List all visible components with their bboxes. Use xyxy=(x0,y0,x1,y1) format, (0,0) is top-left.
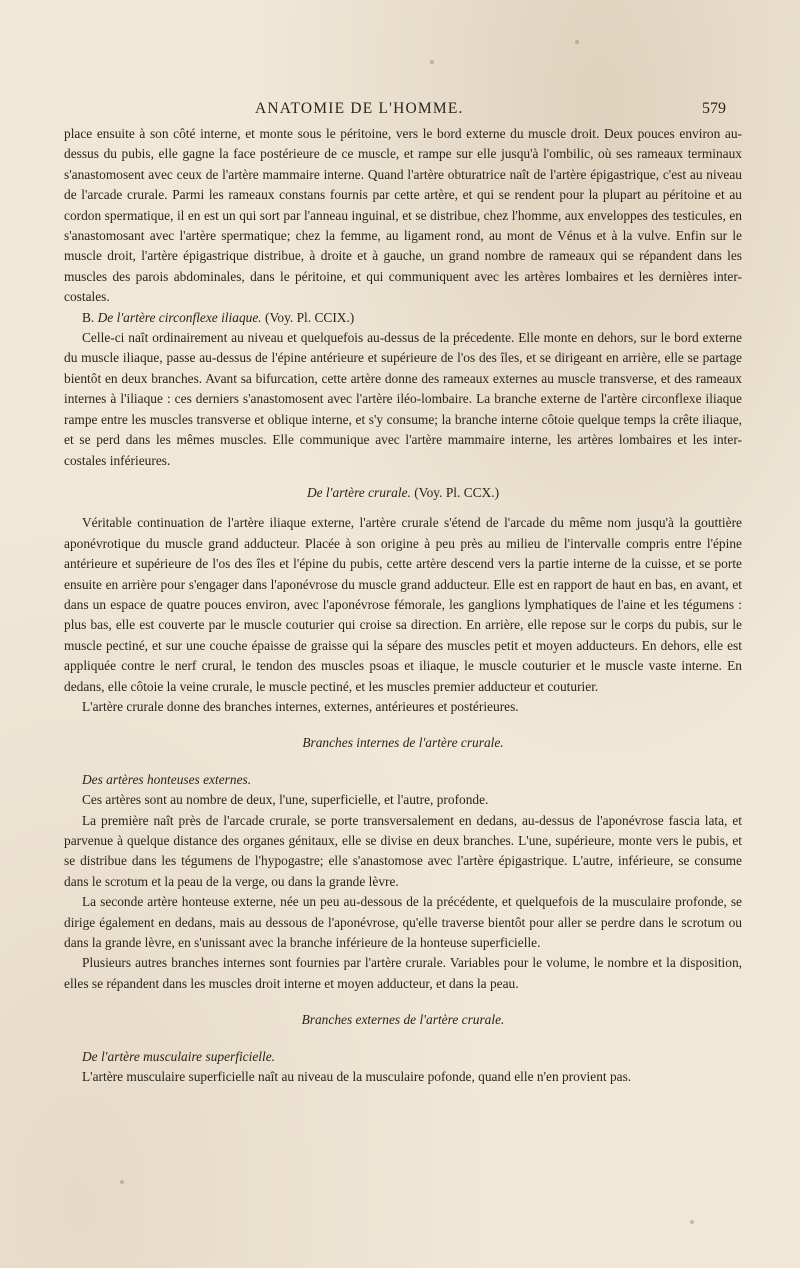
paragraph-text: Plusieurs autres branches internes sont fournies par l'artère crurale. Variables pour le volume, le nombre et la disposition, elles se répandent dans les muscles droit interne et moyen adducteur, et dans la peau. xyxy=(64,955,742,991)
section-title-italic: De l'artère circonflexe iliaque. xyxy=(97,309,262,325)
heading-italic: Branches externes de l'artère crurale. xyxy=(301,1012,505,1028)
paragraph-text: L'artère musculaire superficielle naît au niveau de la musculaire pofonde, quand elle n'en provient pas. xyxy=(82,1069,632,1085)
section-letter: B. xyxy=(82,309,98,325)
subsection-title xyxy=(64,1047,742,1067)
paragraph-text: Ces artères sont au nombre de deux, l'une, superficielle, et l'autre, profonde. xyxy=(82,792,489,808)
paper-speck xyxy=(430,60,434,64)
paper-speck xyxy=(575,40,579,44)
paragraph xyxy=(64,953,742,994)
paragraph xyxy=(64,811,742,893)
page-header xyxy=(0,100,800,124)
paragraph-text: Celle-ci naît ordinairement au niveau et quelquefois au-dessus de la précedente. Elle monte en dehors, sur le bord externe du muscle iliaque, passe au-dessus de l'épine antérieure et supérieure de l'os des îles, et se dirigeant en arrière, elle se partage bientôt en deux branches. Avant sa bifurcation, cette artère donne des rameaux externes au muscle transverse, et des rameaux internes à l'iliaque : ces derniers s'anastomosent avec l'artère iléo-lombaire. La branche externe de l'artère circonflexe iliaque rampe entre les muscles transverse et oblique interne, et s'y consume; la branche interne côtoie quelque temps la crête iliaque, et se perd dans les mêmes muscles. Elle communique avec l'artère mammaire interne, les artères lombaires et les inter-costales inférieures. xyxy=(64,330,742,468)
paragraph xyxy=(64,790,742,810)
paragraph xyxy=(64,697,742,717)
paragraph xyxy=(64,124,742,308)
paragraph xyxy=(64,1067,742,1087)
subsection-title-italic: De l'artère musculaire superficielle. xyxy=(82,1048,276,1064)
paragraph xyxy=(64,892,742,953)
heading-italic: De l'artère crurale. xyxy=(306,484,411,500)
section-title xyxy=(64,308,742,328)
body-text xyxy=(64,124,742,1087)
plate-reference: (Voy. Pl. CCIX.) xyxy=(261,309,355,325)
section-heading xyxy=(64,733,742,753)
paragraph-text: Véritable continuation de l'artère iliaque externe, l'artère crurale s'étend de l'arcade du même nom jusqu'à la gouttière aponévrotique du muscle grand adducteur. Placée à son origine à peu près au milieu de l'intervalle compris entre l'épine antérieure et supérieure de l'os des îles et l'épine du pubis, cette artère descend vers la partie interne de la cuisse, et se porte ensuite en arrière pour s'engager dans l'aponévrose du muscle grand adducteur. Elle est en rapport de haut en bas, en avant, et dans un espace de quatre pouces environ, avec l'aponévrose fémorale, les ganglions lymphatiques de l'aine et les tégumens : plus bas, elle est couverte par le muscle couturier qui croise sa direction. En arrière, elle repose sur le corps du pubis, sur le muscle pectiné, et sur une couche épaisse de graisse qui la sépare des muscles petit et moyen adducteurs. En dehors, elle est appliquée contre le nerf crural, le tendon des muscles psoas et iliaque, le muscle couturier et le muscle vaste interne. En dedans, elle côtoie la veine crurale, le muscle pectiné, et les muscles premier adducteur et couturier. xyxy=(64,515,742,694)
paper-speck xyxy=(690,1220,694,1224)
heading-italic: Branches internes de l'artère crurale. xyxy=(302,735,504,751)
paragraph xyxy=(64,513,742,697)
section-heading xyxy=(64,1010,742,1030)
page-number: 579 xyxy=(702,100,726,117)
paragraph-text: place ensuite à son côté interne, et monte sous le péritoine, vers le bord externe du muscle droit. Deux pouces environ au-dessus du pubis, elle gagne la face postérieure de ce muscle, et rampe sur elle jusqu'à l'ombilic, où ses rameaux terminaux s'anastomosent avec ceux de l'artère mammaire interne. Quand l'artère obturatrice naît de l'artère épigastrique, c'est au niveau de l'arcade crurale. Parmi les rameaux constans fournis par cette artère, et qui se rendent pour la plupart au péritoine et au cordon spermatique, il en est un qui sort par l'anneau inguinal, et se distribue, chez l'homme, aux enveloppes des testicules, en s'anastomosant avec l'artère spermatique; chez la femme, au ligament rond, au mont de Vénus et à la vulve. Enfin sur le muscle droit, l'artère épigastrique distribue, à droite et à gauche, un grand nombre de rameaux qui se répandent dans les muscles des parois abdominales, dans le péritoine, et qui communiquent avec les artères lombaires et les dernières inter-costales. xyxy=(64,126,742,305)
section-heading xyxy=(64,483,742,503)
paragraph xyxy=(64,328,742,471)
paper-speck xyxy=(120,1180,124,1184)
subsection-title xyxy=(64,770,742,790)
running-head: ANATOMIE DE L'HOMME. xyxy=(255,100,464,117)
plate-reference: (Voy. Pl. CCX.) xyxy=(410,484,500,500)
subsection-title-italic: Des artères honteuses externes. xyxy=(82,771,252,787)
paragraph-text: L'artère crurale donne des branches internes, externes, antérieures et postérieures. xyxy=(82,698,519,714)
paragraph-text: La première naît près de l'arcade crurale, se porte transversalement en dedans, au-dessus de l'aponévrose fascia lata, et parvenue à quelque distance des organes génitaux, elle se divise en deux branches. L'une, supérieure, monte vers le pubis, et se distribue dans les tégumens de l'hypogastre; elle s'anastomose avec l'artère épigastrique. L'autre, inférieure, se consume dans le scrotum et la peau de la verge, ou dans la grande lèvre. xyxy=(64,812,742,889)
paragraph-text: La seconde artère honteuse externe, née un peu au-dessous de la précédente, et quelquefois de la musculaire profonde, se dirige également en dedans, mais au dessous de l'aponévrose, qu'elle traverse bientôt pour aller se perdre dans le scrotum ou dans la grande lèvre, en s'unissant avec la branche inférieure de la honteuse superficielle. xyxy=(64,894,742,951)
